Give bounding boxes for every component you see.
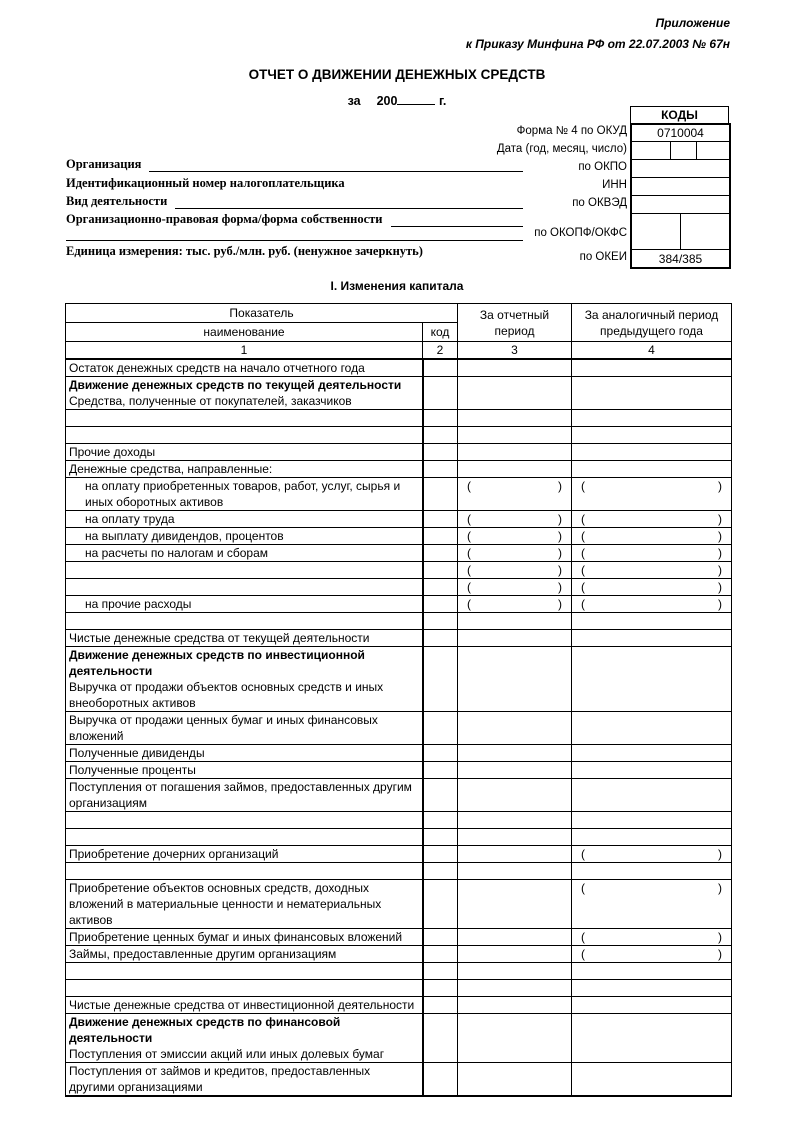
row-value-current-cell[interactable] (458, 461, 572, 478)
row-value-prior-cell[interactable] (572, 359, 732, 377)
row-value-current-cell[interactable] (458, 779, 572, 812)
paren-close: ) (558, 479, 562, 493)
row-value-prior-cell[interactable] (572, 829, 732, 846)
row-value-current-cell[interactable] (458, 829, 572, 846)
table-row (66, 613, 732, 630)
row-value-prior-cell[interactable] (572, 478, 732, 511)
table-row (66, 511, 732, 528)
okpo-code-cell[interactable] (632, 160, 729, 178)
table-row (66, 1063, 732, 1097)
row-code-cell[interactable] (423, 880, 458, 929)
table-row (66, 410, 732, 427)
paren-close: ) (558, 563, 562, 577)
organization-input-line[interactable] (149, 157, 523, 172)
colnum-3: 3 (458, 342, 572, 360)
row-value-prior-cell[interactable] (572, 545, 732, 562)
date-day-cell[interactable] (696, 142, 729, 159)
row-value-current-cell[interactable] (458, 880, 572, 929)
row-value-current-cell[interactable] (458, 528, 572, 545)
row-code-cell[interactable] (423, 461, 458, 478)
row-value-prior-cell[interactable] (572, 929, 732, 946)
row-label-cell: Полученные проценты (66, 762, 423, 779)
row-label-cell: Прочие доходы (66, 444, 423, 461)
row-code-cell[interactable] (423, 963, 458, 980)
row-value-prior-cell[interactable] (572, 1014, 732, 1063)
row-value-current-cell[interactable] (458, 630, 572, 647)
row-code-cell[interactable] (423, 359, 458, 377)
okei-code-cell: 384/385 (658, 251, 703, 266)
row-value-current-cell[interactable] (458, 846, 572, 863)
row-value-prior-cell[interactable] (572, 596, 732, 613)
paren-close: ) (718, 563, 722, 577)
row-code-cell[interactable] (423, 647, 458, 712)
table-row (66, 980, 732, 997)
row-value-current-cell[interactable] (458, 596, 572, 613)
paren-open: ( (581, 563, 585, 577)
okpo-label: по ОКПО (578, 161, 627, 173)
table-row (66, 963, 732, 980)
activity-input-line[interactable] (175, 194, 523, 209)
table-row (66, 745, 732, 762)
paren-open: ( (467, 580, 471, 594)
row-value-prior-cell[interactable] (572, 647, 732, 712)
paren-open: ( (581, 512, 585, 526)
paren-open: ( (467, 529, 471, 543)
table-row (66, 712, 732, 745)
row-value-prior-cell[interactable] (572, 562, 732, 579)
row-value-prior-cell[interactable] (572, 880, 732, 929)
row-value-prior-cell[interactable] (572, 427, 732, 444)
row-value-current-cell[interactable] (458, 562, 572, 579)
paren-open: ( (467, 512, 471, 526)
paren-close: ) (558, 597, 562, 611)
paren-open: ( (581, 930, 585, 944)
row-value-current-cell[interactable] (458, 762, 572, 779)
table-row (66, 946, 732, 963)
row-code-cell[interactable] (423, 562, 458, 579)
table-row (66, 762, 732, 779)
row-value-current-cell[interactable] (458, 963, 572, 980)
row-value-prior-cell[interactable] (572, 613, 732, 630)
row-code-cell[interactable] (423, 762, 458, 779)
row-code-cell[interactable] (423, 410, 458, 427)
row-value-prior-cell[interactable] (572, 410, 732, 427)
paren-open: ( (581, 881, 585, 895)
row-value-current-cell[interactable] (458, 647, 572, 712)
row-label-cell: Полученные дивиденды (66, 745, 423, 762)
row-value-current-cell[interactable] (458, 613, 572, 630)
header-indicator: Показатель (66, 304, 458, 323)
indicators-table-body (66, 359, 732, 1096)
row-label-cell: на выплату дивидендов, процентов (66, 528, 423, 545)
row-code-cell[interactable] (423, 478, 458, 511)
okopf-label: по ОКОПФ/ОКФС (534, 227, 627, 239)
period-prefix: за (347, 94, 361, 108)
row-value-prior-cell[interactable] (572, 1063, 732, 1097)
appendix-line2: к Приказу Минфина РФ от 22.07.2003 № 67н (465, 37, 730, 51)
row-value-current-cell[interactable] (458, 1063, 572, 1097)
okopf-code-row (632, 214, 729, 250)
table-row (66, 863, 732, 880)
row-label-cell: Поступления от займов и кредитов, предоставленных другими организациями (66, 1063, 423, 1097)
date-year-cell[interactable] (632, 142, 670, 159)
report-title: ОТЧЕТ О ДВИЖЕНИИ ДЕНЕЖНЫХ СРЕДСТВ (248, 67, 546, 82)
paren-close: ) (718, 512, 722, 526)
organization-row (66, 157, 523, 172)
row-code-cell[interactable] (423, 427, 458, 444)
okud-form-label: Форма № 4 по ОКУД (516, 125, 627, 137)
table-row (66, 1014, 732, 1063)
paren-open: ( (581, 847, 585, 861)
row-code-cell[interactable] (423, 528, 458, 545)
row-label-cell: Выручка от продажи ценных бумаг и иных финансовых вложений (66, 712, 423, 745)
row-code-cell[interactable] (423, 997, 458, 1014)
unit-label: Единица измерения: тыс. руб./млн. руб. (ненужное зачеркнуть) (66, 244, 423, 258)
row-code-cell[interactable] (423, 511, 458, 528)
table-row (66, 528, 732, 545)
paren-open: ( (467, 479, 471, 493)
row-code-cell[interactable] (423, 929, 458, 946)
row-value-current-cell[interactable] (458, 745, 572, 762)
row-value-current-cell[interactable] (458, 1014, 572, 1063)
row-value-prior-cell[interactable] (572, 712, 732, 745)
paren-close: ) (718, 930, 722, 944)
paren-close: ) (558, 580, 562, 594)
legal-form-label: Организационно-правовая форма/форма собственности (66, 212, 383, 226)
row-value-current-cell[interactable] (458, 410, 572, 427)
row-code-cell[interactable] (423, 545, 458, 562)
table-row (66, 846, 732, 863)
date-label: Дата (год, месяц, число) (496, 143, 627, 155)
row-code-cell[interactable] (423, 1063, 458, 1097)
table-header-row-1 (66, 304, 732, 323)
unit-row (66, 244, 523, 259)
row-value-prior-cell[interactable] (572, 461, 732, 478)
row-value-current-cell[interactable] (458, 444, 572, 461)
row-label-cell (66, 562, 423, 579)
inn-code-label: ИНН (602, 179, 627, 191)
period-suffix: г. (438, 94, 447, 108)
row-label-cell (66, 980, 423, 997)
row-value-prior-cell[interactable] (572, 980, 732, 997)
appendix-line1: Приложение (655, 16, 730, 30)
okved-code-cell[interactable] (632, 196, 729, 214)
row-value-current-cell[interactable] (458, 511, 572, 528)
legal-form-input-line[interactable] (391, 212, 523, 227)
paren-close: ) (718, 947, 722, 961)
table-row (66, 880, 732, 929)
table-row (66, 779, 732, 812)
paren-open: ( (467, 597, 471, 611)
row-code-cell[interactable] (423, 579, 458, 596)
row-label-cell (66, 863, 423, 880)
table-row (66, 997, 732, 1014)
appendix-note (466, 13, 730, 55)
paren-close: ) (718, 479, 722, 493)
colnum-1: 1 (66, 342, 423, 360)
okopf-code-cell[interactable] (632, 214, 680, 249)
codes-table (630, 123, 731, 269)
header-current-period: За отчетный период (458, 304, 572, 342)
row-value-prior-cell[interactable] (572, 630, 732, 647)
row-code-cell[interactable] (423, 745, 458, 762)
row-label-cell: Денежные средства, направленные: (66, 461, 423, 478)
row-code-cell[interactable] (423, 712, 458, 745)
row-value-prior-cell[interactable] (572, 377, 732, 410)
row-label-cell: на оплату приобретенных товаров, работ, услуг, сырья и иных оборотных активов (66, 478, 423, 511)
table-row (66, 377, 732, 410)
paren-close: ) (718, 847, 722, 861)
row-code-cell[interactable] (423, 377, 458, 410)
row-label-cell (66, 579, 423, 596)
paren-close: ) (718, 529, 722, 543)
paren-open: ( (581, 947, 585, 961)
taxpayer-number-row (66, 176, 523, 191)
table-row (66, 929, 732, 946)
row-code-cell[interactable] (423, 829, 458, 846)
row-value-current-cell[interactable] (458, 929, 572, 946)
row-value-prior-cell[interactable] (572, 863, 732, 880)
paren-open: ( (581, 546, 585, 560)
paren-open: ( (467, 546, 471, 560)
row-code-cell[interactable] (423, 812, 458, 829)
row-value-prior-cell[interactable] (572, 963, 732, 980)
table-row (66, 579, 732, 596)
row-value-prior-cell[interactable] (572, 444, 732, 461)
row-value-current-cell[interactable] (458, 946, 572, 963)
row-code-cell[interactable] (423, 980, 458, 997)
row-value-current-cell[interactable] (458, 545, 572, 562)
row-label-cell (66, 613, 423, 630)
row-value-prior-cell[interactable] (572, 997, 732, 1014)
row-label-cell: Займы, предоставленные другим организациям (66, 946, 423, 963)
table-row (66, 545, 732, 562)
okfs-code-cell[interactable] (680, 214, 729, 249)
table-row (66, 647, 732, 712)
activity-label: Вид деятельности (66, 194, 168, 208)
row-label-cell (66, 427, 423, 444)
row-code-cell[interactable] (423, 946, 458, 963)
row-code-cell[interactable] (423, 630, 458, 647)
row-label-cell (66, 829, 423, 846)
header-code: код (423, 323, 458, 342)
row-value-current-cell[interactable] (458, 980, 572, 997)
table-row (66, 630, 732, 647)
row-code-cell[interactable] (423, 846, 458, 863)
table-header-numbers (66, 342, 732, 360)
row-label-cell: Движение денежных средств по текущей деятельности Средства, полученные от покупателей, заказчиков (66, 377, 423, 410)
date-month-cell[interactable] (670, 142, 696, 159)
row-label-cell: Поступления от погашения займов, предоставленных другим организациям (66, 779, 423, 812)
date-code-row (632, 142, 729, 160)
section-title: I. Изменения капитала (330, 279, 464, 293)
row-label-cell (66, 963, 423, 980)
row-value-prior-cell[interactable] (572, 779, 732, 812)
colnum-2: 2 (423, 342, 458, 360)
row-code-cell[interactable] (423, 863, 458, 880)
row-code-cell[interactable] (423, 1014, 458, 1063)
row-value-prior-cell[interactable] (572, 511, 732, 528)
row-label-cell (66, 410, 423, 427)
row-value-prior-cell[interactable] (572, 946, 732, 963)
paren-close: ) (718, 881, 722, 895)
row-label-cell: Чистые денежные средства от инвестиционной деятельности (66, 997, 423, 1014)
legal-form-input-line-2[interactable] (66, 227, 523, 241)
row-value-current-cell[interactable] (458, 579, 572, 596)
paren-open: ( (581, 597, 585, 611)
row-value-current-cell[interactable] (458, 812, 572, 829)
paren-close: ) (558, 529, 562, 543)
period-year: 200 (376, 94, 398, 108)
okved-label: по ОКВЭД (572, 197, 627, 209)
organization-label: Организация (66, 157, 142, 171)
paren-close: ) (558, 546, 562, 560)
row-label-cell: на расчеты по налогам и сборам (66, 545, 423, 562)
row-label-cell: Приобретение дочерних организаций (66, 846, 423, 863)
row-value-prior-cell[interactable] (572, 846, 732, 863)
table-row (66, 461, 732, 478)
row-label-cell: Приобретение ценных бумаг и иных финансовых вложений (66, 929, 423, 946)
paren-open: ( (581, 479, 585, 493)
header-name: наименование (66, 323, 423, 342)
activity-row (66, 194, 523, 209)
table-row (66, 596, 732, 613)
okei-label: по ОКЕИ (579, 251, 627, 263)
row-label-cell: Движение денежных средств по инвестиционной деятельности Выручка от продажи объектов основных средств и иных внеоборотных активов (66, 647, 423, 712)
row-code-cell[interactable] (423, 596, 458, 613)
row-label-cell: Остаток денежных средств на начало отчетного года (66, 359, 423, 377)
paren-close: ) (718, 580, 722, 594)
okud-code-cell: 0710004 (632, 125, 729, 142)
row-code-cell[interactable] (423, 779, 458, 812)
row-value-prior-cell[interactable] (572, 579, 732, 596)
indicators-table (65, 303, 732, 1097)
table-row (66, 359, 732, 377)
paren-open: ( (467, 563, 471, 577)
row-value-current-cell[interactable] (458, 997, 572, 1014)
table-row (66, 829, 732, 846)
table-row (66, 812, 732, 829)
legal-form-row (66, 212, 523, 227)
inn-code-cell[interactable] (632, 178, 729, 196)
paren-close: ) (718, 597, 722, 611)
period-year-blank[interactable] (397, 92, 435, 105)
taxpayer-number-label: Идентификационный номер налогоплательщика (66, 176, 345, 190)
table-row (66, 478, 732, 511)
row-label-cell: Движение денежных средств по финансовой деятельности Поступления от эмиссии акций или иных долевых бумаг (66, 1014, 423, 1063)
row-code-cell[interactable] (423, 444, 458, 461)
row-label-cell: Приобретение объектов основных средств, доходных вложений в материальные ценности и нематериальных активов (66, 880, 423, 929)
header-prior-period: За аналогичный период предыдущего года (572, 304, 732, 342)
table-row (66, 562, 732, 579)
row-label-cell: на прочие расходы (66, 596, 423, 613)
colnum-4: 4 (572, 342, 732, 360)
row-value-current-cell[interactable] (458, 377, 572, 410)
row-value-current-cell[interactable] (458, 427, 572, 444)
table-row (66, 427, 732, 444)
row-label-cell: на оплату труда (66, 511, 423, 528)
row-value-prior-cell[interactable] (572, 745, 732, 762)
row-label-cell: Чистые денежные средства от текущей деятельности (66, 630, 423, 647)
paren-open: ( (581, 580, 585, 594)
codes-box-title: КОДЫ (630, 106, 729, 124)
row-value-prior-cell[interactable] (572, 762, 732, 779)
row-value-current-cell[interactable] (458, 863, 572, 880)
row-value-prior-cell[interactable] (572, 528, 732, 545)
row-value-current-cell[interactable] (458, 478, 572, 511)
paren-close: ) (558, 512, 562, 526)
paren-close: ) (718, 546, 722, 560)
row-value-prior-cell[interactable] (572, 812, 732, 829)
table-row (66, 444, 732, 461)
paren-open: ( (581, 529, 585, 543)
row-value-current-cell[interactable] (458, 712, 572, 745)
row-code-cell[interactable] (423, 613, 458, 630)
row-label-cell (66, 812, 423, 829)
row-value-current-cell[interactable] (458, 359, 572, 377)
